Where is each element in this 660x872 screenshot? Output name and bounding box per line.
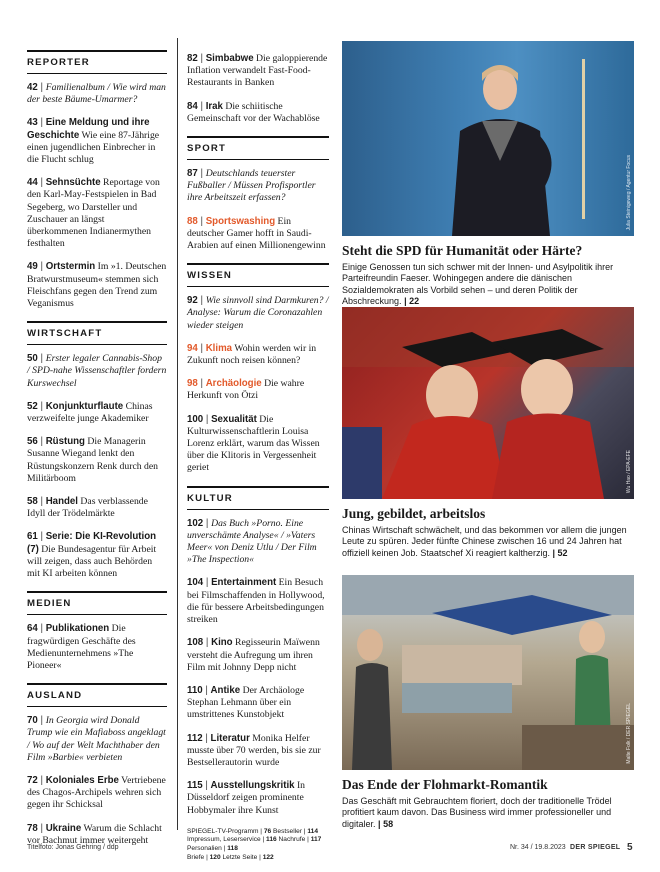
feature-china[interactable] xyxy=(342,307,634,559)
brand-name: DER SPIEGEL xyxy=(570,844,621,851)
section-heading: KULTUR xyxy=(187,486,329,510)
toc-entry[interactable]: 56 | Rüstung Die Managerin Susanne Wiegand lenkt den Rüstungskonzern Renk durch den Militärboom xyxy=(27,436,159,484)
page-ref: 52 xyxy=(27,400,38,412)
toc-entry[interactable]: 49 | Ortstermin Im »1. Deutschen Bratwurstmuseum« stemmen sich Fleischfans gegen den Trend zum Veganismus xyxy=(27,261,167,310)
entry-text: Regisseurin Maïwenn versteht die Aufregung um ihren Film mit Johnny Depp nicht xyxy=(187,637,320,673)
toc-entry[interactable]: 43 | Eine Meldung und ihre Geschichte Wie eine 87-Jährige einen jugendlichen Einbrecher in die Flucht schlug xyxy=(27,117,160,166)
entry-text: Deutschlands teuerster Fußballer / Müssen Profisportler ihre Arbeitszeit erfassen? xyxy=(187,168,316,204)
section-wissen xyxy=(187,263,329,474)
page-ref: 78 xyxy=(27,822,38,834)
toc-entry[interactable]: 98 | Archäologie Die wahre Herkunft von Ötzi xyxy=(187,378,305,402)
section-medien xyxy=(27,591,167,672)
entry-text: Wie sinnvoll sind Darmkuren? / Analyse: Warum die Coronazahlen wieder steigen xyxy=(187,295,329,331)
section-reporter xyxy=(27,50,167,310)
toc-entry[interactable]: 115 | Ausstellungskritik In Düsseldorf zeigen prominente Hobbymaler ihre Kunst xyxy=(187,780,306,816)
service-index-item[interactable]: Nachrufe | 117 xyxy=(278,836,322,844)
toc-entry[interactable]: 87 | Deutschlands teuerster Fußballer / Müssen Profisportler ihre Arbeitszeit erfassen? xyxy=(187,168,316,204)
entry-text: Wie eine 87-Jährige einen jugendlichen Einbrecher in die Flucht schlug xyxy=(27,129,160,166)
toc-entry[interactable]: 108 | Kino Regisseurin Maïwenn versteht die Aufregung um ihren Film mit Johnny Depp nicht xyxy=(187,637,320,673)
page-ref: 49 xyxy=(27,261,38,273)
portrait-illustration xyxy=(342,41,634,236)
entry-label: Archäologie xyxy=(205,378,262,390)
service-index-item[interactable]: Impressum, Leserservice | 116 xyxy=(187,836,277,844)
entry-label: Publikationen xyxy=(45,623,110,635)
section-continued xyxy=(187,53,329,125)
toc-entry[interactable]: 58 | Handel Das verblassende Idyll der Trödelmärkte xyxy=(27,496,148,520)
entry-label: Simbabwe xyxy=(205,53,254,64)
entry-text: Ein Besuch bei Filmschaffenden in Hollywood, die für bessere Arbeitsbedingungen streiken xyxy=(187,577,325,626)
entry-text: Familienalbum / Wie wird man der beste Bäume-Umarmer? xyxy=(27,82,166,106)
toc-entry[interactable]: 88 | Sportswashing Ein deutscher Gamer hofft in Saudi-Arabien auf einen Millionengewinn xyxy=(187,215,326,252)
page-ref: 50 xyxy=(27,353,38,365)
service-index-item[interactable]: Letzte Seite | 122 xyxy=(222,853,274,861)
page-ref: 61 xyxy=(27,531,38,543)
entry-text: Warum die Schlacht vor Bachmut immer weitergeht xyxy=(27,822,162,846)
section-wirtschaft xyxy=(27,321,167,580)
entry-label: Entertainment xyxy=(211,577,277,589)
toc-entry[interactable]: 102 | Das Buch »Porno. Eine unverschämte Analyse« / »Vaters Meer« von Deniz Utlu / Der Film »The Inspection« xyxy=(187,517,317,566)
toc-entry[interactable]: 72 | Koloniales Erbe Vertriebene des Chagos-Archipels wehren sich gegen ihr Schicksal xyxy=(27,774,166,811)
section-heading: WISSEN xyxy=(187,263,329,287)
feature-title[interactable]: Steht die SPD für Humanität oder Härte? xyxy=(342,243,583,258)
toc-entry[interactable]: 82 | Simbabwe Die galoppierende Inflation verwandelt Fast-Food-Restaurants in Banken xyxy=(187,53,328,89)
market-illustration xyxy=(342,575,634,770)
entry-text: Chinas verzweifelte junge Akademiker xyxy=(27,400,153,425)
feature-photo-graduates xyxy=(342,307,634,499)
service-index-item[interactable]: Briefe | 120 xyxy=(187,853,221,861)
section-heading: REPORTER xyxy=(27,50,167,74)
feature-teaser: Das Geschäft mit Gebrauchtem floriert, doch der traditionelle Trödel profitiert kaum davon. Das Business wird immer professioneller und digitaler. | 58 xyxy=(342,796,612,829)
feature-page-ref[interactable]: | 52 xyxy=(552,547,568,558)
feature-page-ref[interactable]: | 58 xyxy=(378,818,394,829)
entry-label: Koloniales Erbe xyxy=(45,774,119,786)
page-ref: 43 xyxy=(27,117,38,129)
entry-label: Ortstermin xyxy=(45,261,96,273)
page-ref: 84 xyxy=(187,100,198,112)
entry-text: Wohin werden wir in Zukunft noch reisen können? xyxy=(187,342,317,367)
section-sport xyxy=(187,136,329,252)
page-ref: 82 xyxy=(187,53,198,64)
entry-label: Handel xyxy=(45,496,78,508)
section-heading: WIRTSCHAFT xyxy=(27,321,167,345)
toc-entry[interactable]: 52 | Konjunkturflaute Chinas verzweifelte junge Akademiker xyxy=(27,400,153,425)
page-ref: 104 xyxy=(187,577,204,589)
page-ref: 112 xyxy=(187,732,203,744)
entry-label: Kino xyxy=(211,637,233,649)
page-ref: 94 xyxy=(187,342,198,354)
feature-photo-flea-market xyxy=(342,575,634,770)
entry-text: Die galoppierende Inflation verwandelt Fast-Food-Restaurants in Banken xyxy=(187,53,328,89)
toc-entry[interactable]: 50 | Erster legaler Cannabis-Shop / SPD-nahe Wissenschaftler fordern Kurswechsel xyxy=(27,353,167,389)
section-kultur xyxy=(187,486,329,817)
toc-entry[interactable]: 92 | Wie sinnvoll sind Darmkuren? / Analyse: Warum die Coronazahlen wieder steigen xyxy=(187,295,329,331)
column-divider xyxy=(177,38,178,830)
entry-text: Die Managerin Susanne Wiegand lenkt den Rüstungskonzern Renk durch den Militärboom xyxy=(27,436,159,484)
page-ref: 108 xyxy=(187,637,204,649)
page-ref: 58 xyxy=(27,496,38,508)
entry-text: Die schiitische Gemeinschaft vor der Wachablöse xyxy=(187,100,320,124)
entry-text: Vertriebene des Chagos-Archipels wehren sich gegen ihr Schicksal xyxy=(27,774,166,811)
section-heading: AUSLAND xyxy=(27,683,167,707)
service-index-item[interactable]: Bestseller | 114 xyxy=(273,827,319,835)
entry-label: Eine Meldung und ihre Geschichte xyxy=(27,117,150,141)
toc-entry[interactable]: 104 | Entertainment Ein Besuch bei Filmschaffenden in Hollywood, die für bessere Arbeitsbedingungen streiken xyxy=(187,577,325,626)
entry-text: Die Kulturwissenschaftlerin Louisa Lorenz erklärt, warum das Wissen über die Klitoris in Vergessenheit geriet xyxy=(187,413,320,474)
page-ref: 72 xyxy=(27,774,38,786)
entry-label: Klima xyxy=(205,342,233,354)
entry-label: Sportswashing xyxy=(205,215,276,227)
service-index xyxy=(187,828,329,862)
entry-label: Ausstellungskritik xyxy=(210,780,295,792)
feature-spd[interactable] xyxy=(342,41,634,308)
entry-label: Konjunkturflaute xyxy=(45,400,124,412)
entry-text: Monika Helfer musste über 70 werden, bis sie zur Bestsellerautorin wurde xyxy=(187,732,321,768)
entry-label: Ukraine xyxy=(45,822,82,834)
toc-entry[interactable]: 64 | Publikationen Die fragwürdigen Geschäfte des Medienunternehmens »The Pioneer« xyxy=(27,623,136,671)
toc-entry[interactable]: 78 | Ukraine Warum die Schlacht vor Bachmut immer weitergeht xyxy=(27,822,162,846)
toc-entry[interactable]: 94 | Klima Wohin werden wir in Zukunft noch reisen können? xyxy=(187,342,317,367)
toc-entry[interactable]: 110 | Antike Der Archäologe Stephan Lehmann über ein umstrittenes Kunstobjekt xyxy=(187,684,305,721)
page-number: 5 xyxy=(627,842,633,853)
entry-text: Reportage von den Karl-May-Festspielen in Bad Segeberg, wo Darsteller und Zuschauer an längst überkommenen Indianermythen festhalten xyxy=(27,177,160,250)
entry-text: Die fragwürdigen Geschäfte des Medienunternehmens »The Pioneer« xyxy=(27,623,136,671)
section-heading: SPORT xyxy=(187,136,329,160)
entry-label: Irak xyxy=(205,100,223,112)
cover-photo-credit: Titelfoto: Jonas Gehring / ddp xyxy=(27,844,119,851)
page-ref: 87 xyxy=(187,168,198,180)
entry-label: Rüstung xyxy=(45,436,85,448)
entry-text: Die wahre Herkunft von Ötzi xyxy=(187,378,305,402)
page-ref: 98 xyxy=(187,378,198,390)
page-ref: 42 xyxy=(27,82,38,93)
toc-entry[interactable]: 44 | Sehnsüchte Reportage von den Karl-May-Festspielen in Bad Segeberg, wo Darsteller und Zuschauer an längst überkommenen Indianermythen festhalten xyxy=(27,177,160,250)
entry-text: Das Buch »Porno. Eine unverschämte Analyse« / »Vaters Meer« von Deniz Utlu / Der Film »The Inspection« xyxy=(187,517,317,566)
entry-text: In Düsseldorf zeigen prominente Hobbymaler ihre Kunst xyxy=(187,780,306,816)
service-index-item[interactable]: SPIEGEL-TV-Programm | 76 xyxy=(187,827,272,835)
page-ref: 92 xyxy=(187,295,198,307)
graduates-illustration xyxy=(342,307,634,499)
photo-credit: Malte Folk / DER SPIEGEL xyxy=(626,703,632,764)
page-ref: 110 xyxy=(187,684,203,696)
entry-label: Sexualität xyxy=(211,413,257,425)
page-ref: 102 xyxy=(187,517,204,529)
feature-page-ref[interactable]: | 22 xyxy=(404,296,420,307)
page-ref: 44 xyxy=(27,177,38,189)
entry-text: Die Bundesagentur für Arbeit will zeigen, dass auch Behörden mit KI arbeiten können xyxy=(27,543,157,580)
page-ref: 88 xyxy=(187,215,198,227)
entry-text: Erster legaler Cannabis-Shop / SPD-nahe Wissenschaftler fordern Kurswechsel xyxy=(27,353,167,389)
toc-entry[interactable]: 84 | Irak Die schiitische Gemeinschaft vor der Wachablöse xyxy=(187,100,320,124)
entry-text: Im »1. Deutschen Bratwurstmuseum« stemmen sich Fleischfans gegen den Trend zum Veganismus xyxy=(27,261,167,310)
toc-entry[interactable]: 100 | Sexualität Die Kulturwissenschaftlerin Louisa Lorenz erklärt, warum das Wissen über die Klitoris in Vergessenheit geriet xyxy=(187,413,320,474)
entry-label: Literatur xyxy=(210,732,250,744)
photo-credit: Wu Hao / EPA-EFE xyxy=(626,449,632,493)
toc-entry[interactable]: 61 | Serie: Die KI-Revolution (7) Die Bundesagentur für Arbeit will zeigen, dass auch Behörden mit KI arbeiten können xyxy=(27,531,157,580)
feature-title[interactable]: Jung, gebildet, arbeitslos xyxy=(342,506,486,521)
feature-photo-faeser xyxy=(342,41,634,236)
entry-text: Das verblassende Idyll der Trödelmärkte xyxy=(27,496,148,520)
page-ref: 100 xyxy=(187,413,204,425)
toc-column-middle xyxy=(187,53,329,862)
entry-label: Antike xyxy=(210,684,241,696)
toc-column-left xyxy=(27,50,167,858)
toc-entry[interactable]: 70 | In Georgia wird Donald Trump wie ein Mafiaboss angeklagt / Wo auf der Welt Machthaber den Film »Barbie« verbieten xyxy=(27,715,166,763)
page-ref: 115 xyxy=(187,780,203,792)
entry-label: Serie: Die KI-Revolution (7) xyxy=(27,531,157,555)
section-heading: MEDIEN xyxy=(27,591,167,615)
toc-entry[interactable]: 42 | Familienalbum / Wie wird man der beste Bäume-Umarmer? xyxy=(27,82,166,106)
page-ref: 64 xyxy=(27,623,38,635)
service-index-item[interactable]: Personalien | 118 xyxy=(187,844,238,852)
entry-label: Sehnsüchte xyxy=(45,177,101,189)
entry-text: Der Archäologe Stephan Lehmann über ein umstrittenes Kunstobjekt xyxy=(187,684,305,721)
entry-text: In Georgia wird Donald Trump wie ein Mafiaboss angeklagt / Wo auf der Welt Machthaber den Film »Barbie« verbieten xyxy=(27,715,166,763)
section-ausland xyxy=(27,683,167,847)
issue-info: Nr. 34 / 19.8.2023 xyxy=(510,844,566,851)
page-ref: 56 xyxy=(27,436,38,448)
page-ref: 70 xyxy=(27,715,38,727)
feature-teaser: Einige Genossen tun sich schwer mit der Innen- und Asylpolitik ihrer Parteifreundin Faeser. Wohingegen andere die dänischen Sozialdemokraten als Vorbild sehen – und deren Politik der Abschreckung. | 22 xyxy=(342,262,614,307)
entry-text: Ein deutscher Gamer hofft in Saudi-Arabien auf einen Millionengewinn xyxy=(187,215,326,252)
feature-flohmarkt[interactable] xyxy=(342,575,634,830)
feature-title[interactable]: Das Ende der Flohmarkt-Romantik xyxy=(342,777,548,792)
feature-teaser: Chinas Wirtschaft schwächelt, und das bekommen vor allem die jungen Leute zu spüren. Jeder fünfte Chinese zwischen 16 und 24 Jahren hat offiziell keinen Job. Staatschef Xi reagiert kaltherzig. | 52 xyxy=(342,525,627,558)
photo-credit: Julia Steinigeweg / Agentur Focus xyxy=(626,154,632,230)
toc-entry[interactable]: 112 | Literatur Monika Helfer musste über 70 werden, bis sie zur Bestsellerautorin wurde xyxy=(187,732,321,768)
